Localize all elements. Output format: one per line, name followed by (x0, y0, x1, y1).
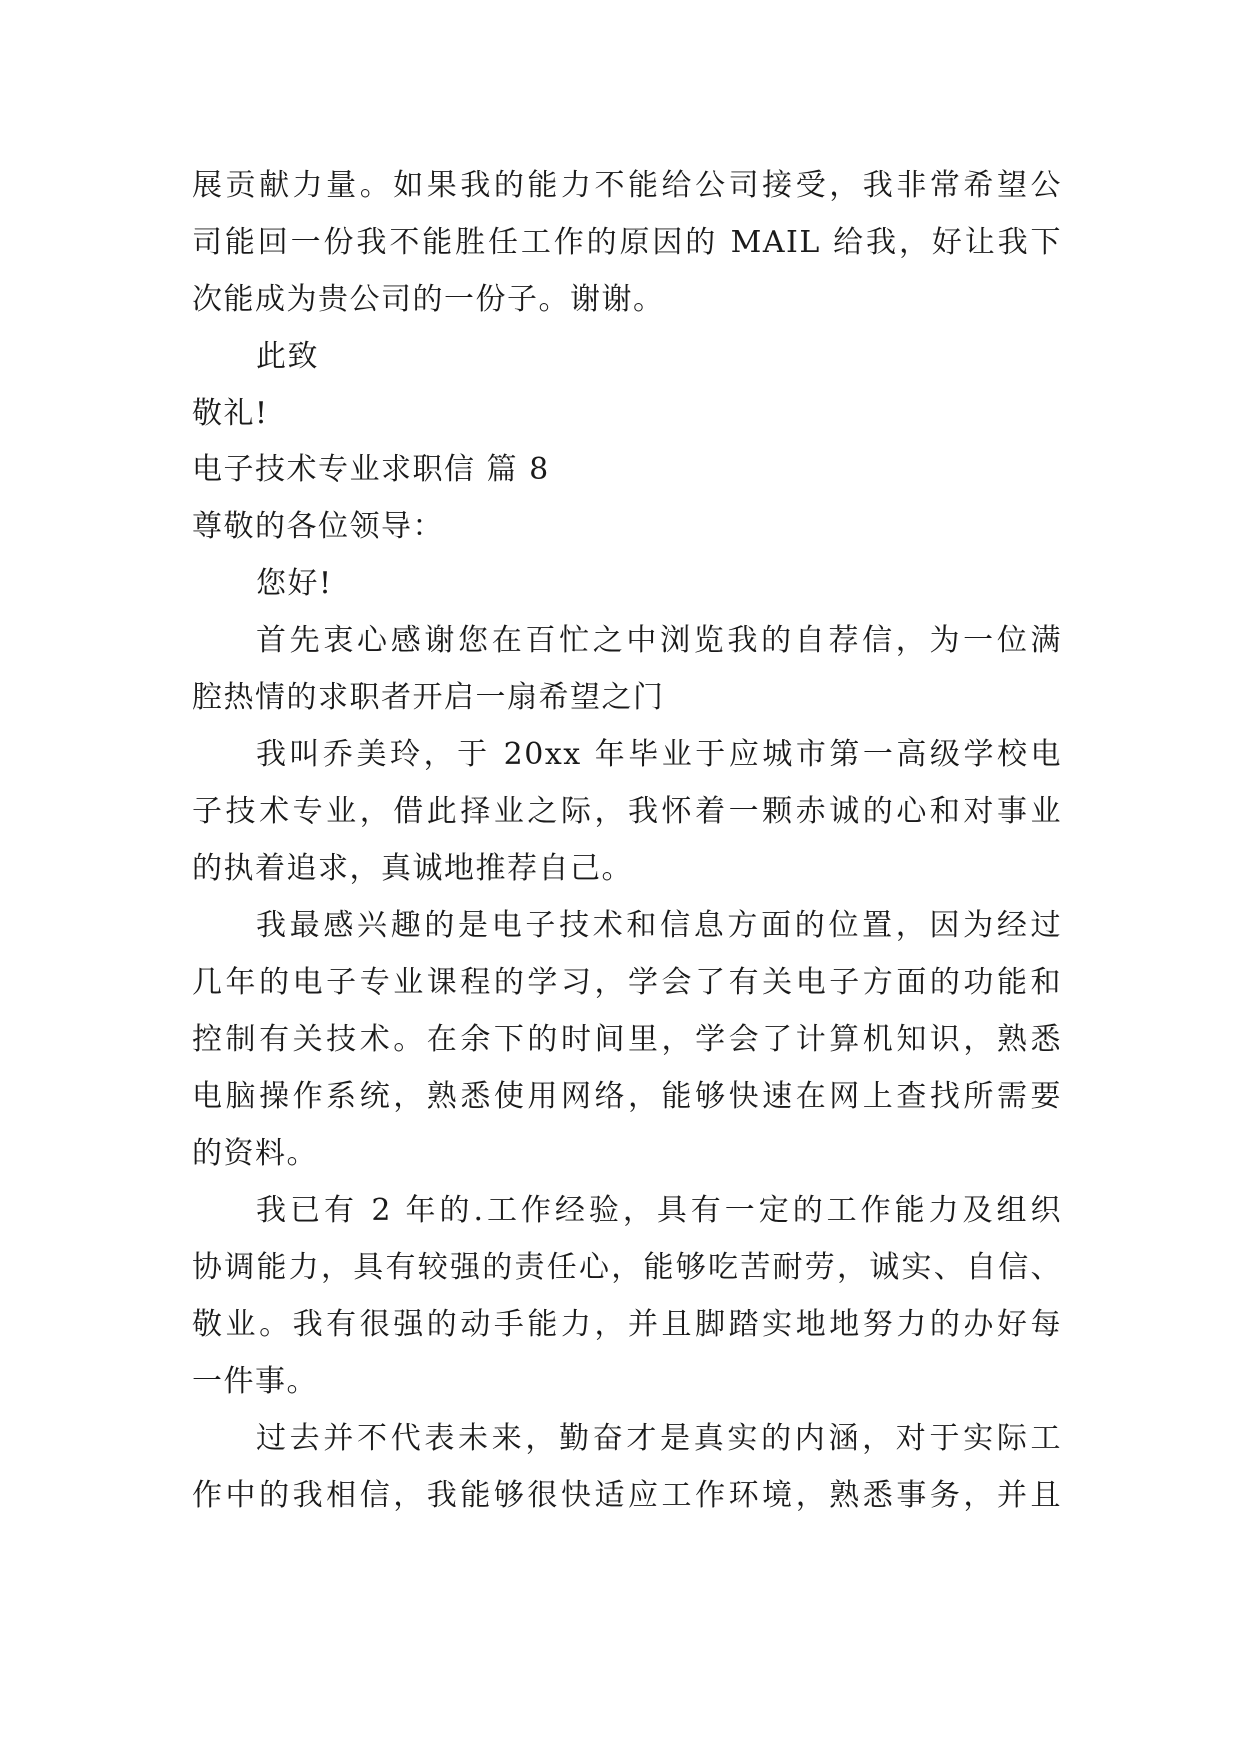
paragraph-line: 首先衷心感谢您在百忙之中浏览我的自荐信，为一位满 (256, 623, 1062, 658)
paragraph-line: 次能成为贵公司的一份子。谢谢。 (192, 282, 665, 317)
paragraph-line: 我叫乔美玲，于 20xx 年毕业于应城市第一高级学校电 (256, 737, 1062, 772)
paragraph-line: 的执着追求，真诚地推荐自己。 (192, 851, 633, 886)
paragraph-line: 司能回一份我不能胜任工作的原因的 MAIL 给我，好让我下 (192, 225, 1062, 260)
letter-addressee: 尊敬的各位领导： (192, 509, 444, 544)
paragraph-line: 子技术专业，借此择业之际，我怀着一颗赤诚的心和对事业 (192, 794, 1062, 829)
paragraph-line: 控制有关技术。在余下的时间里，学会了计算机知识，熟悉 (192, 1022, 1062, 1057)
paragraph-line: 几年的电子专业课程的学习，学会了有关电子方面的功能和 (192, 965, 1062, 1000)
paragraph-line: 展贡献力量。如果我的能力不能给公司接受，我非常希望公 (192, 168, 1062, 203)
closing-salutation: 此致 (256, 339, 319, 374)
closing-regards: 敬礼! (192, 396, 269, 431)
paragraph-line: 协调能力，具有较强的责任心，能够吃苦耐劳，诚实、自信、 (192, 1250, 1062, 1285)
paragraph-line: 的资料。 (192, 1136, 318, 1171)
paragraph-line: 我最感兴趣的是电子技术和信息方面的位置，因为经过 (256, 908, 1062, 943)
paragraph-line: 腔热情的求职者开启一扇希望之门 (192, 680, 665, 715)
paragraph-line: 电脑操作系统，熟悉使用网络，能够快速在网上查找所需要 (192, 1079, 1062, 1114)
letter-greeting: 您好! (256, 566, 333, 601)
paragraph-line: 敬业。我有很强的动手能力，并且脚踏实地地努力的办好每 (192, 1307, 1062, 1342)
section-title: 电子技术专业求职信 篇 8 (192, 452, 550, 487)
paragraph-line: 作中的我相信，我能够很快适应工作环境，熟悉事务，并且 (192, 1478, 1062, 1513)
paragraph-line: 过去并不代表未来，勤奋才是真实的内涵，对于实际工 (256, 1421, 1062, 1456)
paragraph-line: 我已有 2 年的.工作经验，具有一定的工作能力及组织 (256, 1193, 1062, 1228)
paragraph-line: 一件事。 (192, 1364, 318, 1399)
